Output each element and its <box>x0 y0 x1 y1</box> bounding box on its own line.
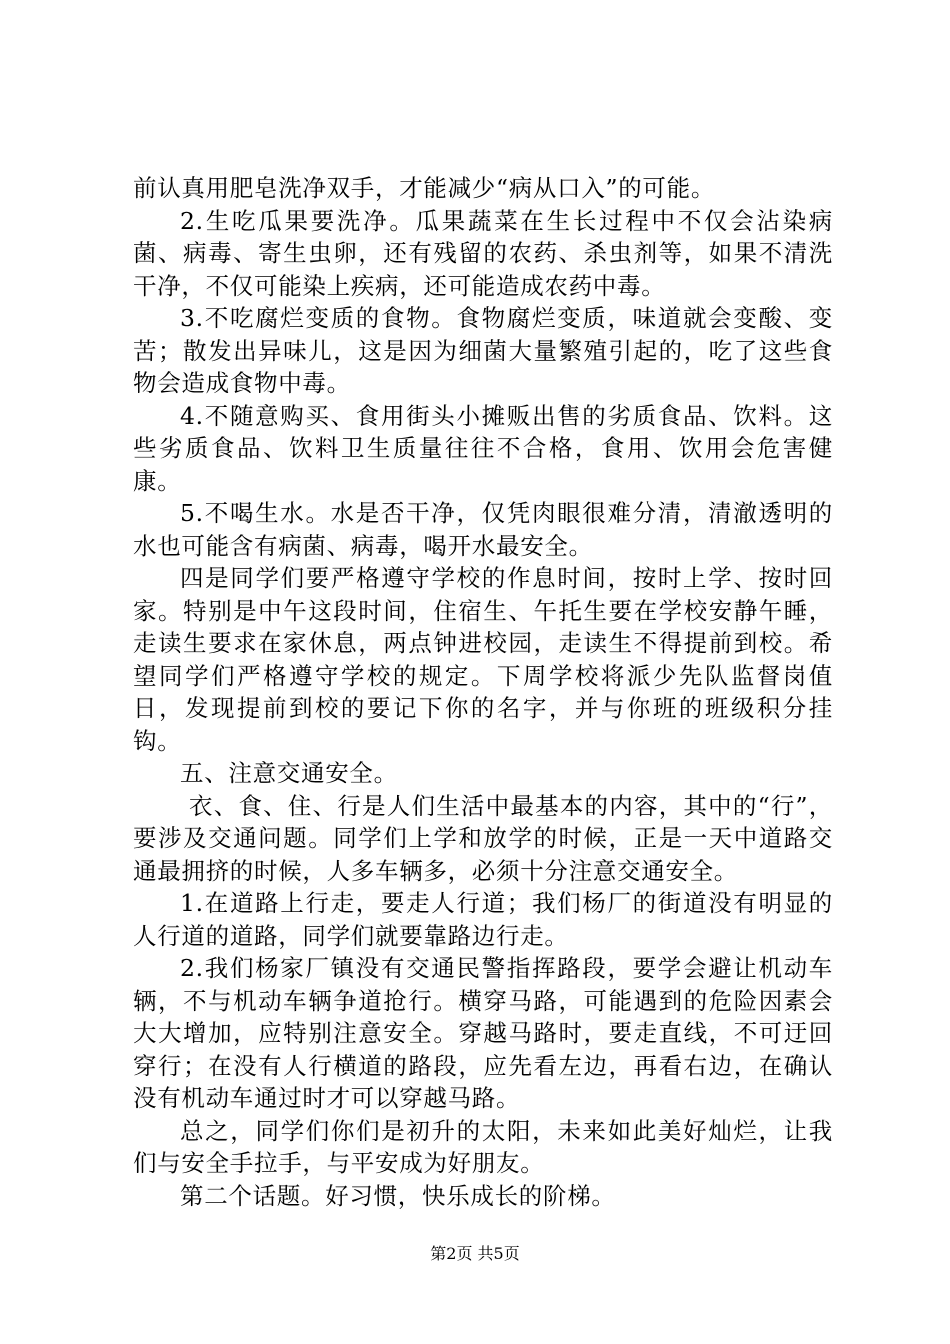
paragraph-street-vendors: 4.不随意购买、食用街头小摊贩出售的劣质食品、饮料。这些劣质食品、饮料卫生质量往往不合格，食用、饮用会危害健康。 <box>133 401 833 495</box>
page-number-footer: 第2页 共5页 <box>430 1244 520 1263</box>
section-heading-traffic-safety: 五、注意交通安全。 <box>180 759 398 787</box>
paragraph-crossing-road: 2.我们杨家厂镇没有交通民警指挥路段，要学会避让机动车辆，不与机动车辆争道抢行。横穿马路，可能遇到的危险因素会大大增加，应特别注意安全。穿越马路时，要走直线，不可迂回穿行；在没有人行横道的路段，应先看左边，再看右边，在确认没有机动车通过时才可以穿越马路。 <box>133 954 833 1112</box>
document-body <box>133 172 833 1212</box>
paragraph-wash-fruit: 2.生吃瓜果要洗净。瓜果蔬菜在生长过程中不仅会沾染病菌、病毒、寄生虫卵，还有残留的农药、杀虫剂等，如果不清洗干净，不仅可能染上疾病，还可能造成农药中毒。 <box>133 206 833 300</box>
paragraph-traffic-intro: 衣、食、住、行是人们生活中最基本的内容，其中的“行”，要涉及交通问题。同学们上学和放学的时候，正是一天中道路交通最拥挤的时候，人多车辆多，必须十分注意交通安全。 <box>133 791 833 885</box>
paragraph-conclusion: 总之，同学们你们是初升的太阳，未来如此美好灿烂，让我们与安全手拉手，与平安成为好朋友。 <box>133 1116 833 1177</box>
paragraph-spoiled-food: 3.不吃腐烂变质的食物。食物腐烂变质，味道就会变酸、变苦；散发出异味儿，这是因为细菌大量繁殖引起的，吃了这些食物会造成食物中毒。 <box>133 304 833 397</box>
paragraph-raw-water: 5.不喝生水。水是否干净，仅凭肉眼很难分清，清澈透明的水也可能含有病菌、病毒，喝开水最安全。 <box>133 499 833 560</box>
paragraph-school-schedule: 四是同学们要严格遵守学校的作息时间，按时上学、按时回家。特别是中午这段时间，住宿生、午托生要在学校安静午睡，走读生要求在家休息，两点钟进校园，走读生不得提前到校。希望同学们严格遵守学校的规定。下周学校将派少先队监督岗值日，发现提前到校的要记下你的名字，并与你班的班级积分挂钩。 <box>133 564 833 755</box>
paragraph-continuation: 前认真用肥皂洗净双手，才能减少“病从口入”的可能。 <box>133 174 716 202</box>
paragraph-sidewalk: 1.在道路上行走，要走人行道；我们杨厂的街道没有明显的人行道的道路，同学们就要靠路边行走。 <box>133 889 833 950</box>
paragraph-second-topic: 第二个话题。好习惯，快乐成长的阶梯。 <box>180 1181 616 1210</box>
